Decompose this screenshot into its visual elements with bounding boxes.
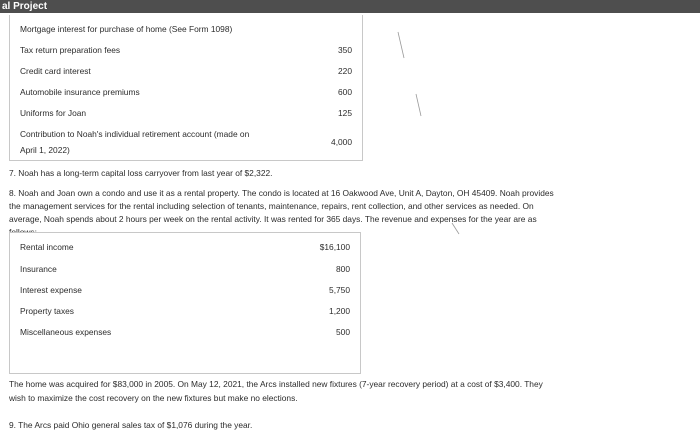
table-row-label-continued: April 1, 2022) [20,145,70,155]
table-row-label: Automobile insurance premiums [20,87,140,97]
item-8-line-1: 8. Noah and Joan own a condo and use it as a rental property. The condo is located at 16 Oakwood Ave, Unit A, Dayton, OH 45409. Noah provides [9,188,554,198]
table-row-label: Miscellaneous expenses [20,327,112,337]
table-row: Mortgage interest for purchase of home (See Form 1098) [20,24,233,34]
project-title-bar [0,0,700,13]
rental-table [9,232,361,374]
table-row-value: 600 [338,87,352,97]
pencil-stroke [416,94,421,116]
item-8-line-2: the management services for the rental including selection of tenants, maintenance, repairs, rent collection, and other services as needed. On [9,201,534,211]
table-row-label: Insurance [20,264,57,274]
table-row-value: 800 [336,264,350,274]
table-row-value: $16,100 [319,242,350,252]
table-row-value: 1,200 [329,306,350,316]
table-row-value: 5,750 [329,285,350,295]
table-row-value: 4,000 [331,137,352,147]
home-note-line-1: The home was acquired for $83,000 in 2005. On May 12, 2021, the Arcs installed new fixtures (7-year recovery period) at a cost of $3,400. They [9,379,543,389]
table-row-value: 350 [338,45,352,55]
home-note-line-2: wish to maximize the cost recovery on the new fixtures but make no elections. [9,393,298,403]
table-row-value: 500 [336,327,350,337]
table-row-label: Tax return preparation fees [20,45,121,55]
table-row-value: 220 [338,66,352,76]
expenses-table [9,15,363,161]
table-row-label: Credit card interest [20,66,91,76]
project-title: al Project [2,1,48,12]
pencil-stroke [398,32,404,58]
item-7: 7. Noah has a long-term capital loss carryover from last year of $2,322. [9,168,273,178]
table-row-value: 125 [338,108,352,118]
item-8-line-3: average, Noah spends about 2 hours per week on the rental activity. It was rented for 365 days. The revenue and expenses for the year are as [9,214,537,224]
table-row-label: Property taxes [20,306,74,316]
table-row-label: Uniforms for Joan [20,108,87,118]
table-row-label: Rental income [20,242,74,252]
table-row-label: Interest expense [20,285,82,295]
table-row-label: Contribution to Noah's individual retirement account (made on [20,129,250,139]
item-9: 9. The Arcs paid Ohio general sales tax of $1,076 during the year. [9,420,253,430]
